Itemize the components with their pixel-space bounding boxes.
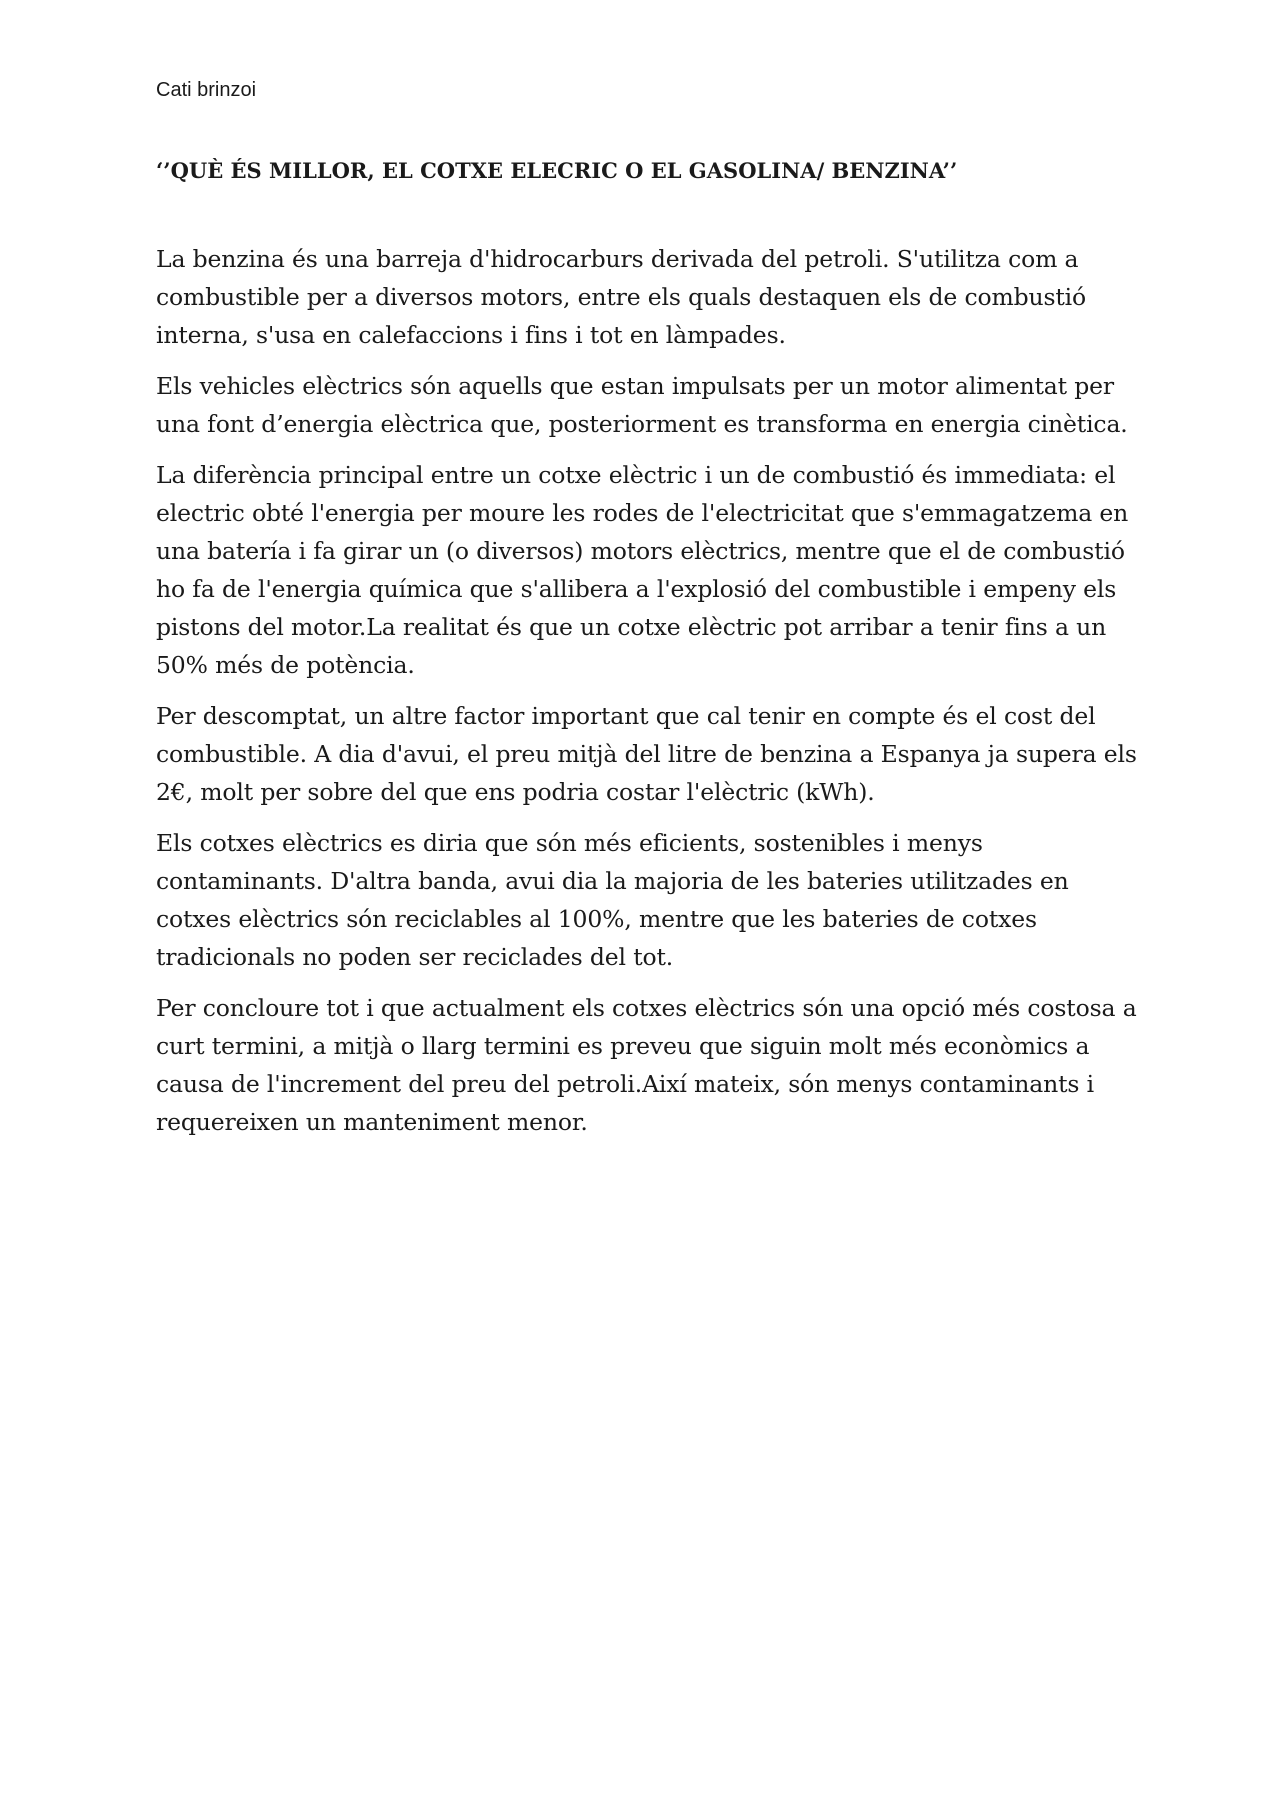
paragraph-main-difference: La diferència principal entre un cotxe elèctric i un de combustió és immediata: el electric obté l'energia per moure les rodes de l'electricitat que s'emmagatzema en una batería i fa girar un (o diversos) motors elèctrics, mentre que el de combustió ho fa de l'energia química que s'allibera a l'explosió del combustible i empeny els pistons del motor.La realitat és que un cotxe elèctric pot arribar a tenir fins a un 50% més de potència.: [156, 461, 1129, 679]
paragraph-petrol-definition: La benzina és una barreja d'hidrocarburs derivada del petroli. S'utilitza com a combustible per a diversos motors, entre els quals destaquen els de combustió interna, s'usa en calefaccions i fins i tot en làmpades.: [156, 245, 1087, 349]
paragraph-conclusion: Per concloure tot i que actualment els cotxes elèctrics són una opció més costosa a curt termini, a mitjà o llarg termini es preveu que siguin molt més econòmics a causa de l'increment del preu del petroli.Així mateix, són menys contaminants i requereixen un manteniment menor.: [156, 994, 1137, 1136]
document-body: [156, 240, 1138, 1154]
author-name: Cati brinzoi: [156, 79, 257, 101]
paragraph-fuel-cost: Per descomptat, un altre factor important que cal tenir en compte és el cost del combustible. A dia d'avui, el preu mitjà del litre de benzina a Espanya ja supera els 2€, molt per sobre del que ens podria costar l'elèctric (kWh).: [156, 702, 1137, 806]
paragraph-electric-definition: Els vehicles elèctrics són aquells que estan impulsats per un motor alimentat per una font d’energia elèctrica que, posteriorment es transforma en energia cinètica.: [156, 372, 1128, 438]
document-title: ‘’QUÈ ÉS MILLOR, EL COTXE ELECRIC O EL GASOLINA/ BENZINA’’: [156, 158, 958, 183]
paragraph-efficiency: Els cotxes elèctrics es diria que són més eficients, sostenibles i menys contaminants. D'altra banda, avui dia la majoria de les bateries utilitzades en cotxes elèctrics són reciclables al 100%, mentre que les bateries de cotxes tradicionals no poden ser reciclades del tot.: [156, 829, 1069, 971]
